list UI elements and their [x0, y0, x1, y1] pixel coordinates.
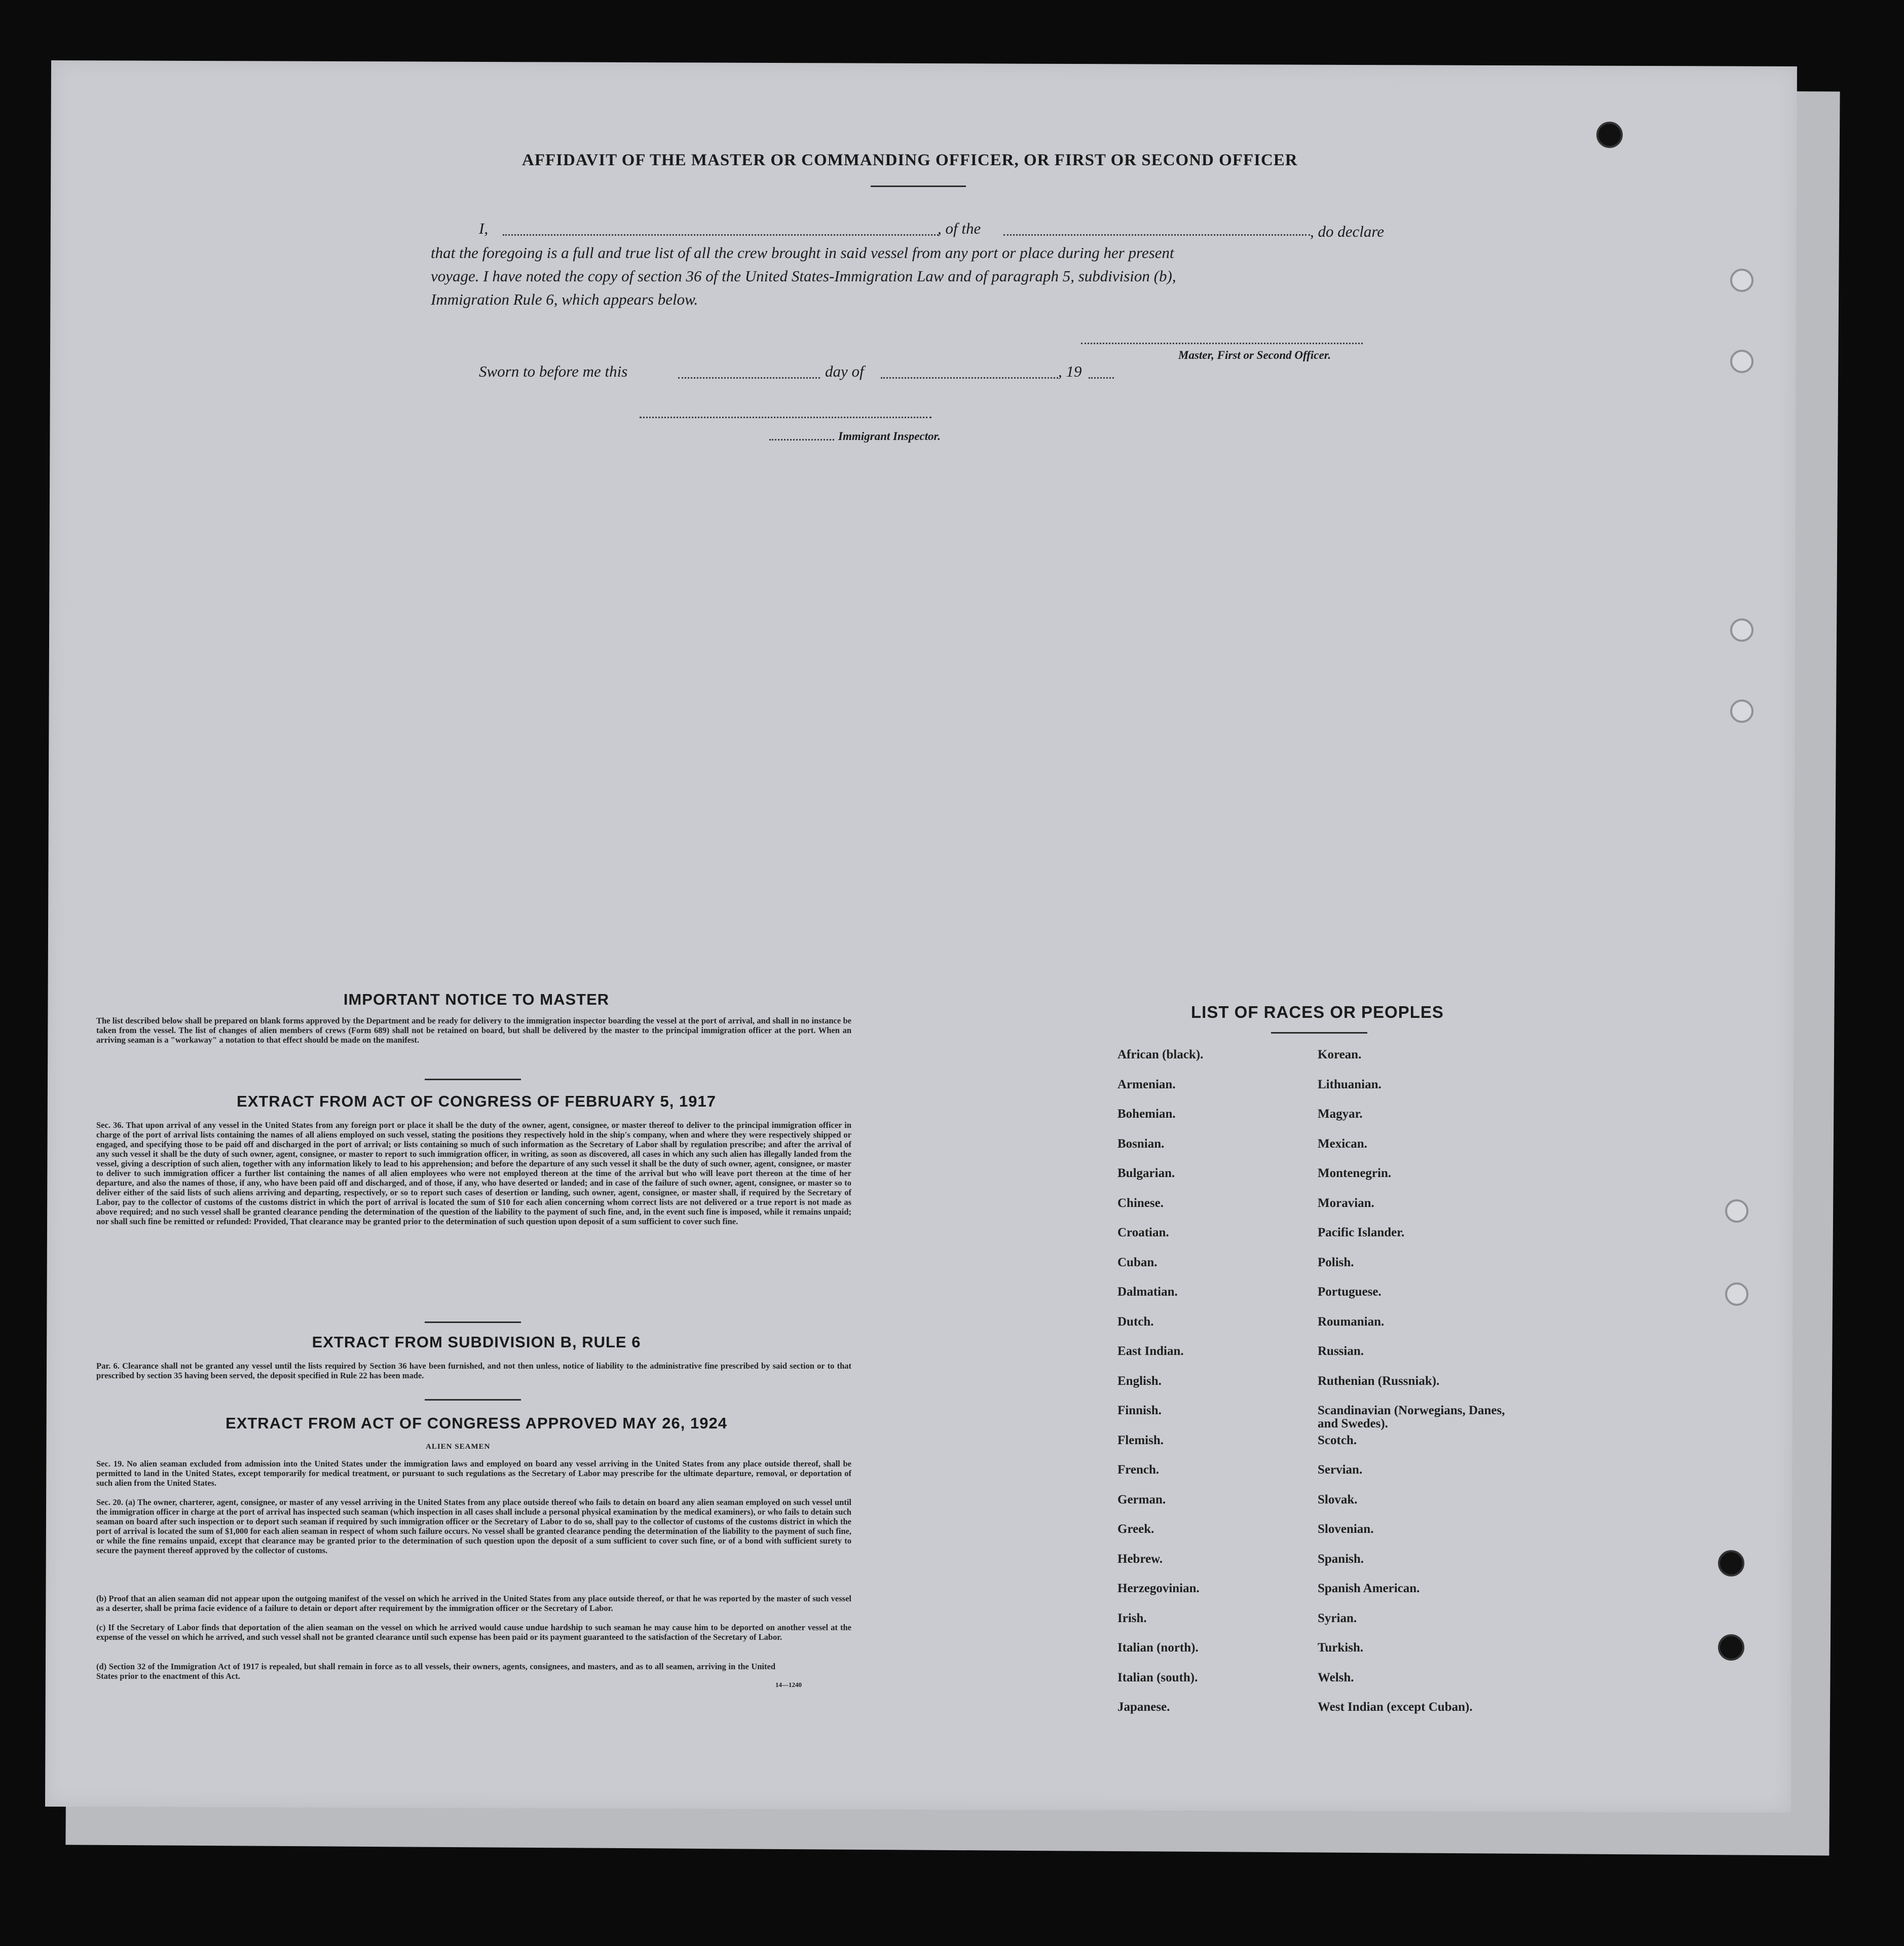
- race-item: French.: [1117, 1463, 1160, 1477]
- race-item: Scotch.: [1318, 1433, 1357, 1447]
- sworn-year-field[interactable]: [1089, 377, 1114, 379]
- race-item: Welsh.: [1318, 1670, 1354, 1684]
- race-item: Bulgarian.: [1117, 1166, 1175, 1180]
- sworn-month-field[interactable]: [881, 377, 1058, 379]
- master-signature-field[interactable]: [1081, 343, 1363, 344]
- notice-rule: [425, 1079, 521, 1080]
- race-item: Herzegovinian.: [1117, 1582, 1200, 1595]
- race-item: Polish.: [1318, 1255, 1354, 1269]
- race-item: Russian.: [1318, 1344, 1364, 1358]
- punch-hole: [1730, 350, 1753, 373]
- title-rule: [871, 186, 966, 187]
- race-item: Mexican.: [1318, 1136, 1367, 1151]
- affidavit-declare-label: , do declare: [1310, 223, 1385, 240]
- race-item: Korean.: [1318, 1048, 1362, 1061]
- race-item: Chinese.: [1117, 1196, 1164, 1210]
- race-item: Spanish.: [1318, 1552, 1364, 1566]
- inspector-label: Immigrant Inspector.: [838, 430, 941, 443]
- punch-hole: [1730, 269, 1753, 292]
- extract-rule6-title: EXTRACT FROM SUBDIVISION B, RULE 6: [312, 1333, 641, 1351]
- race-item: Montenegrin.: [1318, 1166, 1392, 1180]
- punch-hole: [1730, 618, 1753, 642]
- race-item: Syrian.: [1318, 1611, 1357, 1625]
- race-item: East Indian.: [1117, 1344, 1184, 1358]
- races-rule: [1271, 1032, 1367, 1034]
- extract-rule6-text: Par. 6. Clearance shall not be granted any vessel until the lists required by Section 36 have been furnished, and not then unless, notice of liability to the administrative fine prescribed by said section or to that prescribed by section 35 having been served, the deposit specified in Rule 22 has been made.: [96, 1361, 851, 1380]
- race-item: Greek.: [1117, 1522, 1154, 1536]
- extract-1917-text: Sec. 36. That upon arrival of any vessel in the United States from any foreign port or place it shall be the duty of the owner, agent, consignee, or master thereof to deliver to the principal immigration officer in charge of the port of arrival lists containing the names of all aliens employed on such vessel, stating the positions they respectively hold in the ship's company, when and where they were respectively shipped or engaged, and specifying those to be paid off and discharged in the port of arrival; or lists containing so much of such information as the Secretary of Labor shall by regulation prescribe; and after the arrival of any such vessel it shall be the duty of such owner, agent, consignee, or master to report to such immigration officer, in writing, as soon as discovered, all cases in which any such alien has illegally landed from the vessel, giving a description of such alien, together with any information likely to lead to his apprehension; and before the departure of any such vessel it shall be the duty of such owner, agent, consignee, or master to deliver to such immigration officer a further list containing the names of all alien employees who were not employed thereon at the time of the arrival but who will leave port thereon at the time of her departure, and also the names of those, if any, who have been paid off and discharged, and of those, if any, who have deserted or landed; and in case of the failure of such owner, agent, consignee, or master so to deliver either of the said lists of such aliens arriving and departing, respectively, or so to report such cases of desertion or landing, such owner, agent, consignee, or master shall, if required by the Secretary of Labor, pay to the collector of customs of the customs district in which the port of arrival is located the sum of $10 for each alien concerning whom correct lists are not delivered or a true report is not made as above required; and no such vessel shall be granted clearance pending the determination of the question of the liability to the payment of such fine, and, in the event such fine is imposed, while it remains unpaid; nor shall such fine be remitted or refunded: Provided, That clearance may be granted prior to the determination of such question upon deposit of a sum sufficient to cover such fine.: [96, 1120, 851, 1226]
- extract-1917-rule: [425, 1321, 521, 1323]
- race-item: Slovenian.: [1318, 1522, 1374, 1536]
- notice-title: IMPORTANT NOTICE TO MASTER: [343, 990, 610, 1008]
- affidavit-statement-line-3: Immigration Rule 6, which appears below.: [431, 290, 698, 308]
- affidavit-i-label: I,: [479, 219, 489, 237]
- race-item: Servian.: [1318, 1463, 1363, 1477]
- sec-19-text: Sec. 19. No alien seaman excluded from admission into the United States under the immigration laws and employed on board any vessel arriving in the United States from any place outside thereof, shall be permitted to land in the United States, except temporarily for medical treatment, or pursuant to such regulations as the Secretary of Labor may prescribe for the ultimate departure, removal, or deportation of such alien from the United States.: [96, 1459, 851, 1488]
- sec-20b-text: (b) Proof that an alien seaman did not appear upon the outgoing manifest of the vessel on which he arrived in the United States from any place outside thereof, or that he was reported by the master of such vessel as a deserter, shall be prima facie evidence of a failure to detain or deport after requirement by the immigration officer or the Secretary of Labor.: [96, 1594, 851, 1613]
- inspector-name-prefix-field[interactable]: [769, 439, 834, 440]
- races-title: LIST OF RACES OR PEOPLES: [1191, 1003, 1444, 1021]
- race-item: Lithuanian.: [1318, 1077, 1382, 1091]
- race-item: English.: [1117, 1374, 1162, 1388]
- sec-20c-text: (c) If the Secretary of Labor finds that deportation of the alien seaman on the vessel on which he arrived would cause undue hardship to such seaman he may cause him to be deported on another vessel at the expense of the vessel on which he arrived, and such vessel shall not be granted clearance until such expense has been paid or its payment guaranteed to the satisfaction of the Secretary of Labor.: [96, 1623, 851, 1642]
- race-item: Bohemian.: [1117, 1107, 1176, 1121]
- inspector-signature-field[interactable]: [640, 417, 931, 418]
- day-of-label: day of: [825, 362, 864, 380]
- race-item: Cuban.: [1117, 1255, 1158, 1269]
- extract-1924-title: EXTRACT FROM ACT OF CONGRESS APPROVED MAY 26, 1924: [226, 1414, 727, 1432]
- race-item: Croatian.: [1117, 1226, 1169, 1239]
- punch-hole: [1730, 700, 1753, 723]
- sworn-day-field[interactable]: [678, 377, 820, 379]
- races-right-column: [1318, 1048, 1515, 1731]
- race-item: Irish.: [1117, 1611, 1147, 1625]
- affidavit-title: AFFIDAVIT OF THE MASTER OR COMMANDING OFFICER, OR FIRST OR SECOND OFFICER: [522, 151, 1298, 169]
- race-item: Finnish.: [1117, 1404, 1162, 1417]
- affidavit-statement-line-1: that the foregoing is a full and true list of all the crew brought in said vessel from any port or place during her present: [431, 244, 1174, 262]
- sec-20d-text: (d) Section 32 of the Immigration Act of 1917 is repealed, but shall remain in force as to all vessels, their owners, agents, consignees, and masters, and as to all seamen, arriving in the United States prior to the enactment of this Act.: [96, 1662, 775, 1681]
- year-prefix-label: , 19: [1058, 362, 1082, 380]
- race-item: Japanese.: [1117, 1700, 1170, 1714]
- punch-hole: [1725, 1199, 1748, 1223]
- race-item: Portuguese.: [1318, 1285, 1382, 1299]
- extract-1917-title: EXTRACT FROM ACT OF CONGRESS OF FEBRUARY 5, 1917: [237, 1092, 716, 1110]
- race-item: Dutch.: [1117, 1314, 1154, 1329]
- punch-hole: [1596, 122, 1623, 148]
- race-item: Scandinavian (Norwegians, Danes, and Swedes).: [1318, 1404, 1505, 1430]
- affidavit-of-the-label: , of the: [938, 219, 981, 237]
- form-number: 14—1240: [775, 1681, 802, 1688]
- race-item: Turkish.: [1318, 1641, 1364, 1655]
- alien-seamen-subheading: ALIEN SEAMEN: [426, 1443, 491, 1451]
- race-item: Armenian.: [1117, 1077, 1176, 1091]
- race-item: Italian (south).: [1117, 1670, 1198, 1684]
- master-signature-label: Master, First or Second Officer.: [1178, 349, 1331, 361]
- affidavit-statement-line-2: voyage. I have noted the copy of section 36 of the United States-Immigration Law and of paragraph 5, subdivision (b),: [431, 267, 1176, 285]
- race-item: Ruthenian (Russniak).: [1318, 1374, 1440, 1388]
- vessel-name-field[interactable]: [1003, 234, 1310, 236]
- races-left-column: [1117, 1048, 1203, 1731]
- master-name-field[interactable]: [503, 234, 939, 236]
- race-item: Bosnian.: [1117, 1136, 1165, 1151]
- sec-20a-text: Sec. 20. (a) The owner, charterer, agent, consignee, or master of any vessel arriving in the United States from any place outside thereof who fails to detain on board any alien seaman employed on such vessel until the immigration officer in charge at the port of arrival has inspected such seaman (which inspection in all cases shall include a personal physical examination by the medical examiners), or who fails to detain such seaman on board after such inspection or to deport such seaman if required by such immigration officer or the Secretary of Labor to do so, shall pay to the collector of customs of the customs district in which the port of arrival is located the sum of $1,000 for each alien seaman in respect of whom such failure occurs. No vessel shall be granted clearance pending the determination of the liability to the payment of such fine, or while the fine remains unpaid, except that clearance may be granted prior to the determination of such question upon the deposit of a sum sufficient to cover such fine, or of a bond with sufficient surety to secure the payment thereof approved by the collector of customs.: [96, 1497, 851, 1555]
- race-item: German.: [1117, 1492, 1166, 1507]
- punch-hole: [1718, 1550, 1744, 1576]
- race-item: West Indian (except Cuban).: [1318, 1700, 1473, 1714]
- race-item: Hebrew.: [1117, 1552, 1163, 1566]
- punch-hole: [1725, 1282, 1748, 1306]
- race-item: Italian (north).: [1117, 1641, 1199, 1655]
- extract-rule6-rule: [425, 1399, 521, 1401]
- race-item: Moravian.: [1318, 1196, 1374, 1210]
- race-item: Slovak.: [1318, 1492, 1358, 1507]
- race-item: African (black).: [1117, 1048, 1204, 1061]
- punch-hole: [1718, 1634, 1744, 1661]
- race-item: Pacific Islander.: [1318, 1226, 1405, 1239]
- race-item: Magyar.: [1318, 1107, 1363, 1121]
- race-item: Roumanian.: [1318, 1314, 1385, 1329]
- notice-text: The list described below shall be prepared on blank forms approved by the Department and be ready for delivery to the immigration inspector boarding the vessel at the port of arrival, and shall in no instance be taken from the vessel. The list of changes of alien members of crews (Form 689) shall not be retained on board, but shall be delivered by the master to the principal immigration officer at the port. When an arriving seaman is a "workaway" a notation to that effect should be made on the manifest.: [96, 1016, 851, 1045]
- race-item: Flemish.: [1117, 1433, 1164, 1447]
- race-item: Spanish American.: [1318, 1582, 1420, 1595]
- race-item: Dalmatian.: [1117, 1285, 1178, 1299]
- sworn-label: Sworn to before me this: [479, 362, 628, 380]
